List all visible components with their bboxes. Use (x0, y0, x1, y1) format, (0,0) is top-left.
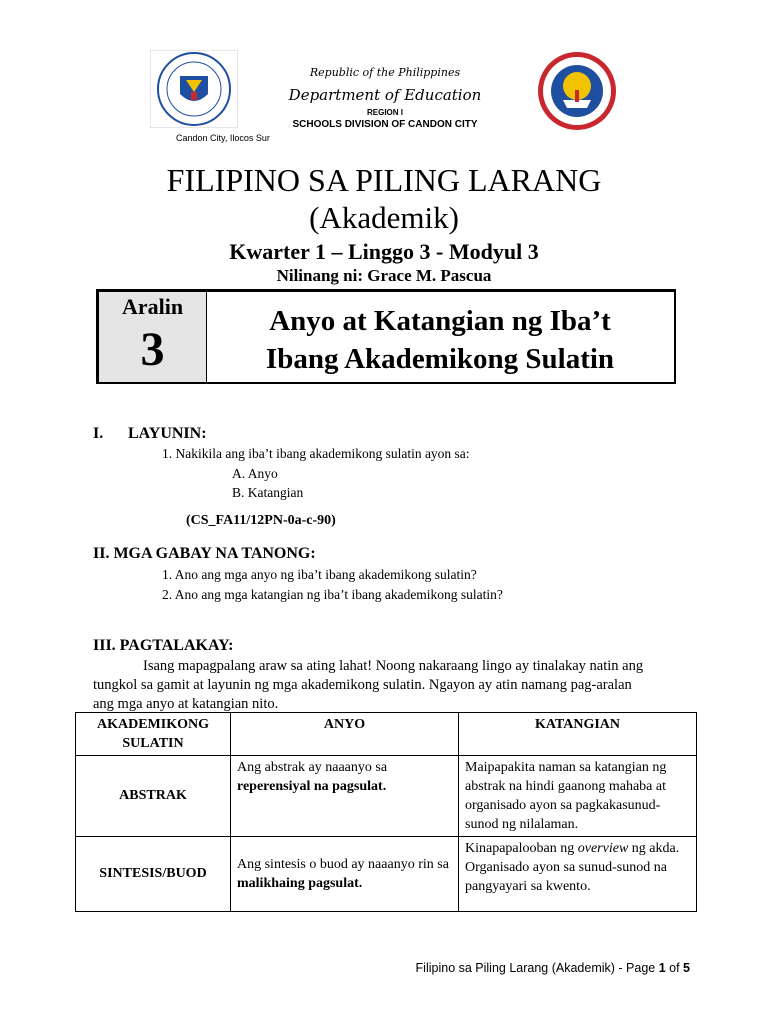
table-row (76, 756, 697, 837)
row-anyo-abstrak (231, 756, 459, 837)
section-1-number: I. (93, 425, 104, 442)
intro-line-1: Isang mapagpalang araw sa ating lahat! Noong nakaraang lingo ay tinalakay natin ang (143, 658, 644, 674)
aralin-title-line2: Ibang Akademikong Sulatin (265, 343, 615, 375)
objective-b: B. Katangian (232, 485, 304, 500)
katangian-italic-text: overview (577, 841, 629, 856)
module-week: Kwarter 1 – Linggo 3 - Modyul 3 (229, 239, 539, 264)
table-header-row (76, 713, 697, 756)
aralin-number-panel (99, 292, 207, 382)
intro-line-2: tungkol sa gamit at layunin ng mga akademikong sulatin. Ngayon ay atin namang pag-aralan (93, 677, 632, 693)
anyo-text: Ang sintesis o buod ay naaanyo rin sa (237, 857, 449, 872)
col-header-anyo: ANYO (231, 713, 459, 756)
section-1-heading: LAYUNIN: (128, 425, 207, 442)
division-seal-icon (535, 50, 620, 132)
aralin-number: 3 (140, 323, 165, 376)
region-line: REGION I (366, 108, 403, 117)
row-katangian-sintesis (459, 837, 697, 912)
intro-paragraph (93, 657, 679, 714)
col-header-katangian: KATANGIAN (459, 713, 697, 756)
table-row (76, 837, 697, 912)
row-anyo-sintesis (231, 837, 459, 912)
deped-seal-left (150, 50, 238, 128)
guide-question-2: 2. Ano ang mga katangian ng iba’t ibang akademikong sulatin? (162, 587, 503, 602)
katangian-text: Kinapapalooban ng (465, 841, 578, 856)
anyo-bold-text: malikhaing pagsulat. (237, 876, 363, 891)
aralin-label: Aralin (121, 294, 184, 319)
deped-seal-icon (150, 50, 238, 128)
footer-label: Filipino sa Piling Larang (Akademik) - Page (415, 961, 659, 975)
module-author: Nilinang ni: Grace M. Pascua (276, 266, 492, 285)
anyo-bold-text: reperensiyal na pagsulat. (237, 779, 387, 794)
department-line: Department of Education (288, 86, 482, 104)
sulatin-table (75, 712, 697, 912)
guide-question-1: 1. Ano ang mga anyo ng iba’t ibang akademikong sulatin? (162, 567, 477, 582)
module-subtitle: (Akademik) (309, 200, 459, 235)
page-footer (416, 961, 690, 975)
intro-line-3: ang mga anyo at katangian nito. (93, 696, 279, 712)
location-line: Candon City, Ilocos Sur (176, 133, 270, 143)
col-header-sulatin: AKADEMIKONG SULATIN (76, 713, 231, 756)
footer-page-total: 5 (683, 961, 690, 975)
division-seal-right (535, 50, 620, 132)
footer-page-number: 1 (658, 961, 666, 975)
anyo-text: Ang abstrak ay naaanyo sa (237, 760, 388, 775)
section-3-heading: III. PAGTALAKAY: (93, 637, 234, 654)
objective-a: A. Anyo (232, 466, 278, 481)
competency-code: (CS_FA11/12PN-0a-c-90) (186, 513, 336, 528)
row-name-sintesis: SINTESIS/BUOD (76, 837, 231, 912)
row-name-abstrak: ABSTRAK (76, 756, 231, 837)
aralin-title-line1: Anyo at Katangian ng Iba’t (269, 305, 611, 337)
row-katangian-abstrak: Maipapakita naman sa katangian ng abstrak na hindi gaanong mahaba at organisado ayon sa pagkakasunud-sunod ng nilalaman. (459, 756, 697, 837)
aralin-box (96, 289, 676, 384)
katangian-text-end: ng akda. Organisado ayon sa sunud-sunod na pangyayari sa kwento. (465, 841, 680, 894)
objective-1: 1. Nakikila ang iba’t ibang akademikong sulatin ayon sa: (162, 446, 470, 461)
section-2-heading: II. MGA GABAY NA TANONG: (93, 545, 316, 562)
aralin-title (206, 302, 674, 378)
division-line: SCHOOLS DIVISION OF CANDON CITY (292, 119, 478, 130)
republic-line: Republic of the Philippines (309, 66, 461, 79)
module-title: FILIPINO SA PILING LARANG (166, 162, 602, 198)
footer-of: of (665, 961, 684, 975)
